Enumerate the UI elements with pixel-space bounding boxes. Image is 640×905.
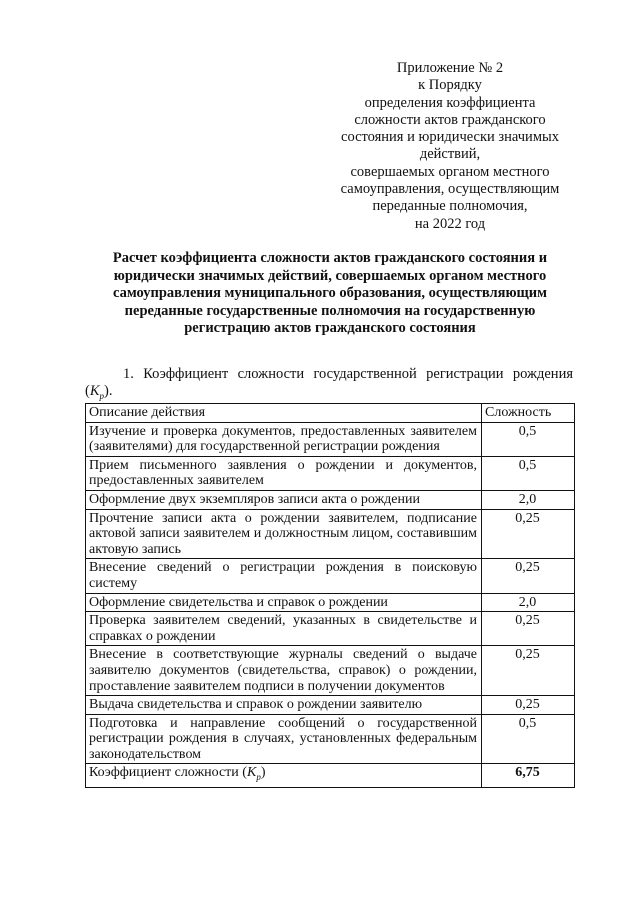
- appendix-line: определения коэффициента: [364, 94, 536, 111]
- section-subscript: р: [99, 390, 105, 401]
- row-complexity: 0,25: [482, 696, 575, 715]
- table-row: [86, 422, 575, 456]
- table-row: [86, 593, 575, 612]
- total-subscript: р: [256, 772, 261, 783]
- row-description: Проверка заявителем сведений, указанных в свидетельстве и справках о рождении: [86, 612, 482, 646]
- appendix-block: [330, 60, 570, 233]
- table-row: [86, 714, 575, 764]
- total-symbol: K: [246, 765, 257, 781]
- title-line: регистрацию актов гражданского состояния: [184, 320, 476, 336]
- title-line: юридически значимых действий, совершаемых органом местного: [113, 267, 547, 284]
- row-description: Прием письменного заявления о рождении и документов, предоставленных заявителем: [86, 456, 482, 490]
- table-header-row: [86, 404, 575, 423]
- row-complexity: 0,25: [482, 612, 575, 646]
- section-text: 1. Коэффициент сложности государственной регистрации рождения: [123, 366, 573, 382]
- row-description: Изучение и проверка документов, предоставленных заявителем (заявителями) для государственной регистрации рождения: [86, 422, 482, 456]
- row-description: Оформление свидетельства и справок о рождении: [86, 593, 482, 612]
- section-heading: 1. Коэффициент сложности государственной регистрации рождения $(K_р)$.: [85, 366, 573, 401]
- table-row: [86, 646, 575, 696]
- title-line: Расчет коэффициента сложности актов гражданского состояния и: [112, 250, 548, 266]
- row-complexity: 0,5: [482, 422, 575, 456]
- table-row: [86, 509, 575, 559]
- row-complexity: 0,5: [482, 456, 575, 490]
- row-complexity: 0,25: [482, 559, 575, 593]
- row-description: Внесение в соответствующие журналы сведений о выдаче заявителю документов (свидетельства, справок) о рождении, проставление заявителем подписи в получении документов: [86, 646, 482, 696]
- header-description: Описание действия: [86, 404, 482, 423]
- appendix-line: на 2022 год: [414, 215, 486, 232]
- table-row: [86, 559, 575, 593]
- table-row: [86, 612, 575, 646]
- appendix-line: сложности актов гражданского: [354, 111, 546, 128]
- total-value: 6,75: [482, 764, 575, 787]
- appendix-line: Приложение № 2: [396, 60, 504, 76]
- appendix-line: действий,: [419, 146, 481, 163]
- total-row: [86, 764, 575, 787]
- appendix-line: самоуправления, осуществляющим: [340, 181, 560, 198]
- title-line: самоуправления муниципального образования, осуществляющим: [113, 285, 547, 301]
- row-complexity: 0,5: [482, 714, 575, 764]
- row-complexity: 0,25: [482, 509, 575, 559]
- appendix-line: состояния и юридически значимых: [341, 129, 559, 146]
- table-row: [86, 696, 575, 715]
- row-complexity: 2,0: [482, 593, 575, 612]
- total-label: Коэффициент сложности: [89, 765, 239, 781]
- appendix-line: совершаемых органом местного: [350, 163, 550, 180]
- table-row: [86, 490, 575, 509]
- appendix-line: к Порядку: [418, 77, 482, 94]
- row-description: Оформление двух экземпляров записи акта о рождении: [86, 490, 482, 509]
- total-label-cell: Коэффициент сложности $(K_р)$: [86, 764, 482, 787]
- row-description: Подготовка и направление сообщений о государственной регистрации рождения в случаях, установленных федеральным законодательством: [86, 714, 482, 764]
- row-description: Выдача свидетельства и справок о рождении заявителю: [86, 696, 482, 715]
- row-description: Прочтение записи акта о рождении заявителем, подписание актовой записи заявителем и должностным лицом, составившим актовую запись: [86, 509, 482, 559]
- header-complexity: Сложность: [482, 404, 575, 423]
- title-line: переданные государственные полномочия на государственную: [124, 302, 536, 319]
- row-complexity: 0,25: [482, 646, 575, 696]
- row-description: Внесение сведений о регистрации рождения в поисковую систему: [86, 559, 482, 593]
- appendix-line: переданные полномочия,: [372, 198, 528, 215]
- document-title: [90, 250, 570, 338]
- section-symbol: K: [89, 383, 100, 399]
- row-complexity: 2,0: [482, 490, 575, 509]
- table-row: [86, 456, 575, 490]
- complexity-table: [85, 403, 575, 788]
